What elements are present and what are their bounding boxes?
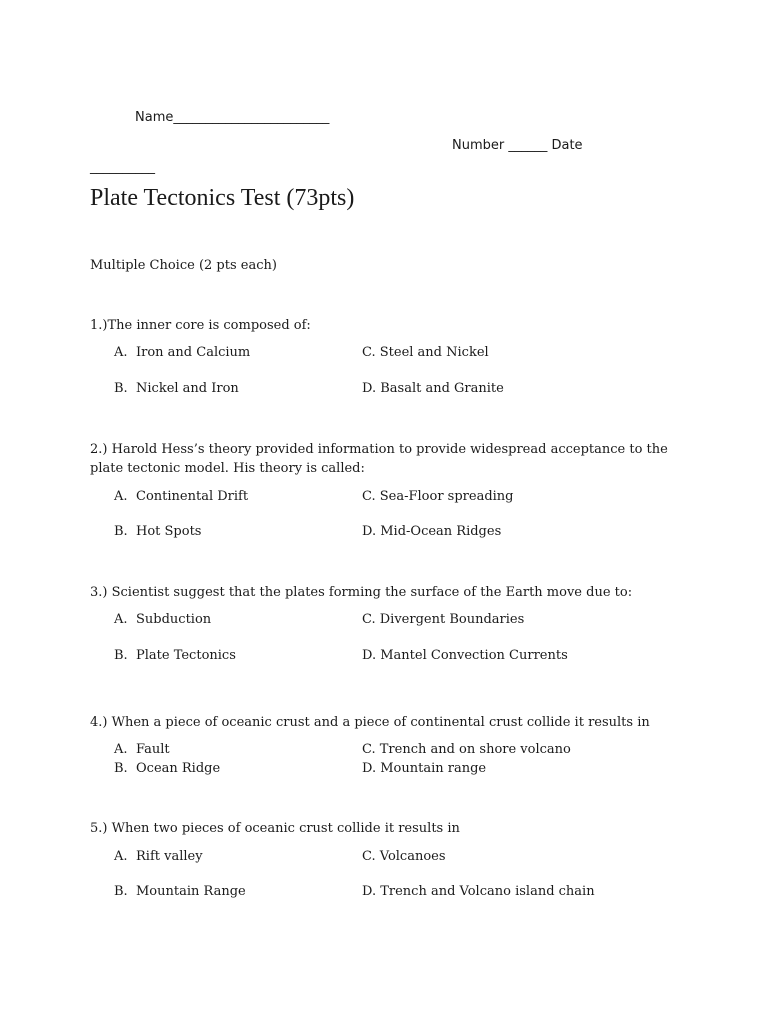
option-letter: B. (114, 381, 128, 396)
question-2-option-c: C. Sea-Floor spreading (362, 489, 514, 504)
option-text: Plate Tectonics (136, 648, 236, 663)
date-blank-line: __________ (90, 160, 155, 175)
question-4-option-d: D. Mountain range (362, 761, 487, 776)
question-5-option-c: C. Volcanoes (362, 849, 446, 864)
name-field-label: Name________________________ (135, 110, 330, 125)
option-letter: A. (114, 345, 128, 360)
option-letter: B. (114, 761, 128, 776)
option-letter: B. (114, 884, 128, 899)
option-text: Mountain Range (136, 884, 246, 899)
option-letter: A. (114, 849, 128, 864)
question-2-text: 2.) Harold Hess’s theory provided information to provide widespread acceptance to the plate tectonic model. His theory is called: (90, 442, 668, 476)
question-4-text: 4.) When a piece of oceanic crust and a piece of continental crust collide it results in (90, 715, 650, 730)
option-text: Subduction (136, 612, 212, 627)
question-5-text: 5.) When two pieces of oceanic crust collide it results in (90, 821, 460, 836)
page-title: Plate Tectonics Test (73pts) (90, 185, 355, 211)
question-4-option-c: C. Trench and on shore volcano (362, 742, 571, 757)
number-date-label: Number ______ Date (452, 138, 583, 153)
question-2-option-d: D. Mid-Ocean Ridges (362, 524, 502, 539)
option-letter: A. (114, 489, 128, 504)
option-letter: A. (114, 612, 128, 627)
option-text: Rift valley (136, 849, 203, 864)
option-letter: A. (114, 742, 128, 757)
question-1-option-c: C. Steel and Nickel (362, 345, 489, 360)
option-text: Continental Drift (136, 489, 249, 504)
option-letter: B. (114, 524, 128, 539)
question-1-text: 1.)The inner core is composed of: (90, 318, 311, 333)
option-letter: B. (114, 648, 128, 663)
question-1-option-a (114, 345, 250, 360)
option-text: Nickel and Iron (136, 381, 239, 396)
question-4-option-a (114, 742, 170, 757)
question-5-option-a (114, 849, 203, 864)
question-5-option-b (114, 884, 246, 899)
question-4-option-b (114, 761, 220, 776)
question-2-option-a (114, 489, 248, 504)
section-heading: Multiple Choice (2 pts each) (90, 258, 277, 273)
option-text: Fault (136, 742, 170, 757)
question-5-option-d: D. Trench and Volcano island chain (362, 884, 595, 899)
option-text: Iron and Calcium (136, 345, 251, 360)
question-3-option-c: C. Divergent Boundaries (362, 612, 525, 627)
question-1-option-d: D. Basalt and Granite (362, 381, 504, 396)
option-text: Hot Spots (136, 524, 202, 539)
question-3-option-d: D. Mantel Convection Currents (362, 648, 568, 663)
question-1-option-b (114, 381, 239, 396)
question-3-text: 3.) Scientist suggest that the plates forming the surface of the Earth move due to: (90, 585, 633, 600)
question-2-option-b (114, 524, 201, 539)
question-3-option-b (114, 648, 236, 663)
option-text: Ocean Ridge (136, 761, 221, 776)
question-3-option-a (114, 612, 211, 627)
